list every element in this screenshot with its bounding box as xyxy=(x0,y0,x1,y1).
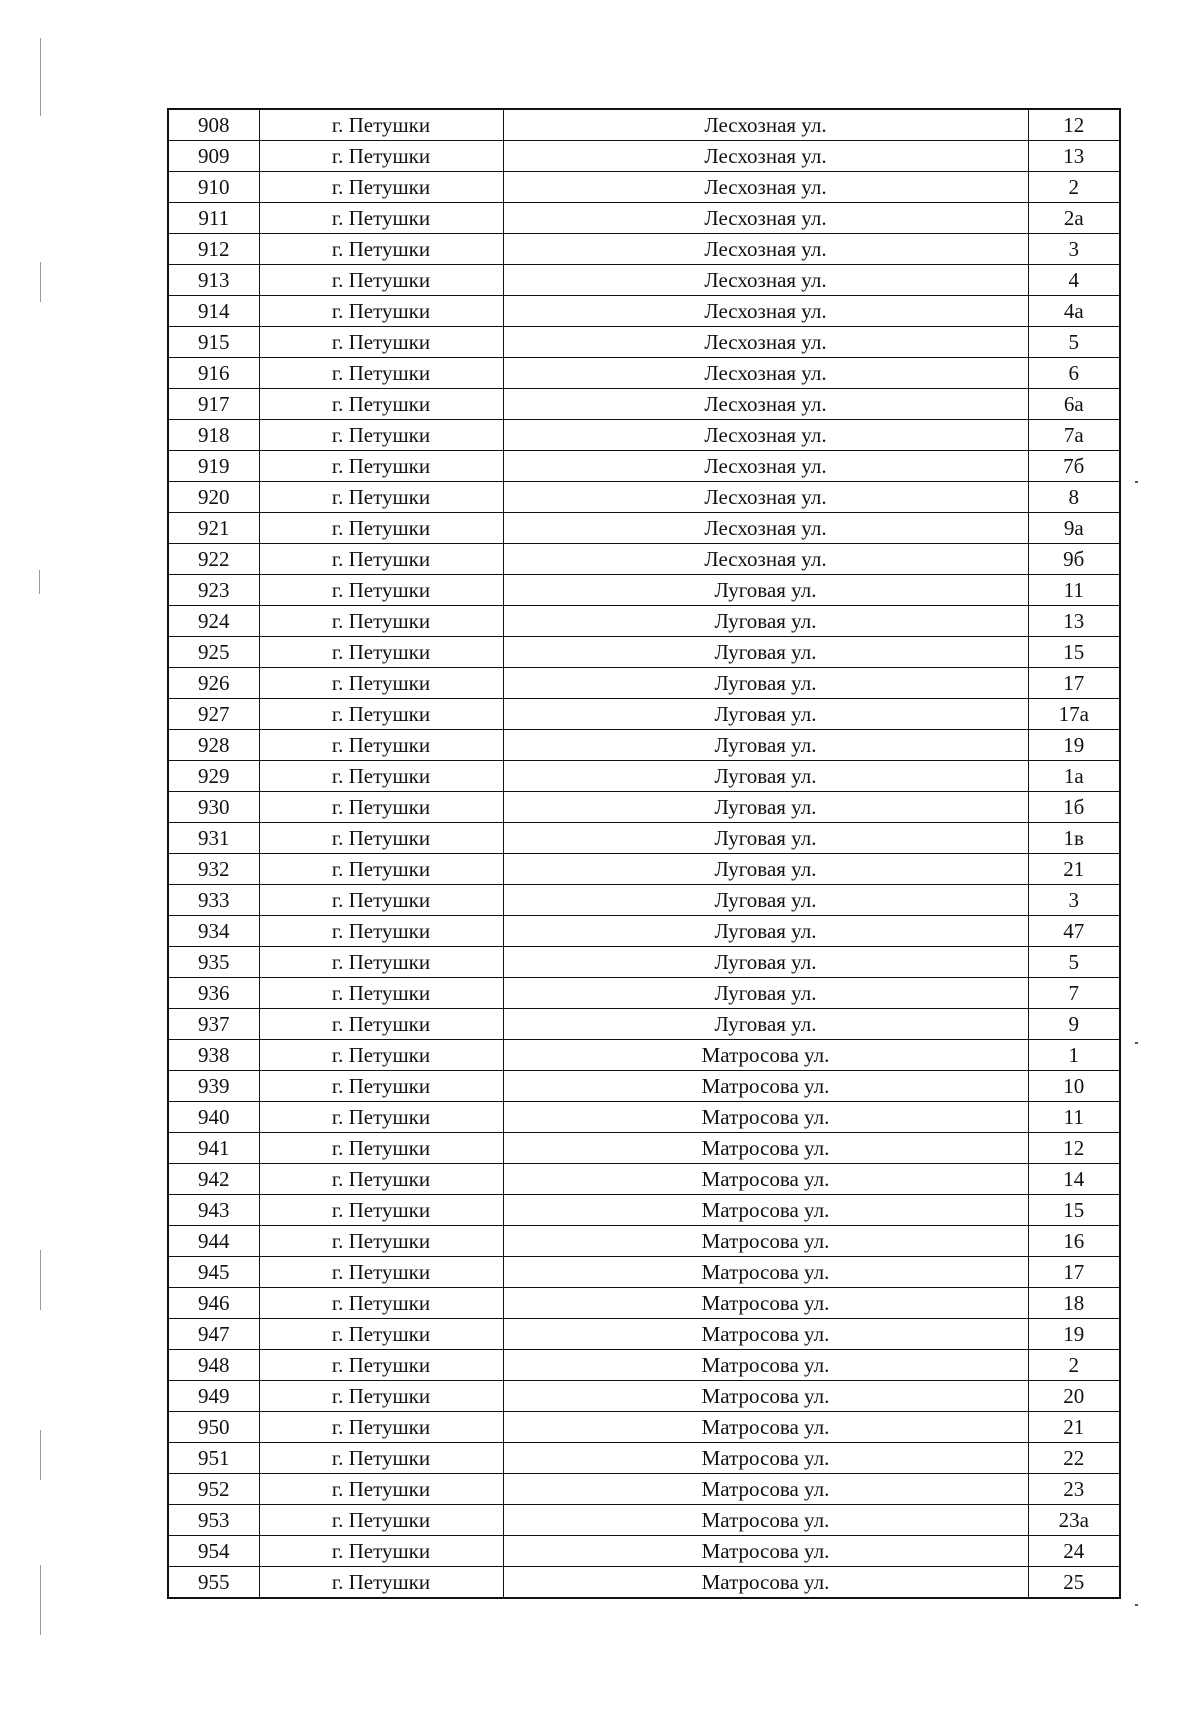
table-row xyxy=(168,575,1120,606)
street-cell: Лесхозная ул. xyxy=(503,389,1028,420)
address-registry-table xyxy=(167,108,1121,1599)
table-row xyxy=(168,327,1120,358)
row-number-cell: 940 xyxy=(168,1102,259,1133)
house-number-cell: 2 xyxy=(1028,1350,1120,1381)
row-number-cell: 937 xyxy=(168,1009,259,1040)
table-row xyxy=(168,172,1120,203)
house-number-cell: 19 xyxy=(1028,1319,1120,1350)
city-cell: г. Петушки xyxy=(259,327,503,358)
row-number-cell: 926 xyxy=(168,668,259,699)
row-number-cell: 950 xyxy=(168,1412,259,1443)
table-row xyxy=(168,1009,1120,1040)
house-number-cell: 15 xyxy=(1028,637,1120,668)
city-cell: г. Петушки xyxy=(259,1040,503,1071)
row-number-cell: 909 xyxy=(168,141,259,172)
house-number-cell: 4 xyxy=(1028,265,1120,296)
row-number-cell: 929 xyxy=(168,761,259,792)
house-number-cell: 19 xyxy=(1028,730,1120,761)
street-cell: Луговая ул. xyxy=(503,916,1028,947)
table-row xyxy=(168,420,1120,451)
street-cell: Луговая ул. xyxy=(503,606,1028,637)
house-number-cell: 8 xyxy=(1028,482,1120,513)
table-row xyxy=(168,668,1120,699)
row-number-cell: 951 xyxy=(168,1443,259,1474)
house-number-cell: 4а xyxy=(1028,296,1120,327)
city-cell: г. Петушки xyxy=(259,947,503,978)
city-cell: г. Петушки xyxy=(259,854,503,885)
row-number-cell: 914 xyxy=(168,296,259,327)
house-number-cell: 25 xyxy=(1028,1567,1120,1599)
row-number-cell: 913 xyxy=(168,265,259,296)
house-number-cell: 9б xyxy=(1028,544,1120,575)
row-number-cell: 941 xyxy=(168,1133,259,1164)
scan-dot xyxy=(1135,481,1138,483)
table-row xyxy=(168,109,1120,141)
street-cell: Матросова ул. xyxy=(503,1226,1028,1257)
street-cell: Луговая ул. xyxy=(503,947,1028,978)
house-number-cell: 3 xyxy=(1028,234,1120,265)
city-cell: г. Петушки xyxy=(259,575,503,606)
house-number-cell: 1а xyxy=(1028,761,1120,792)
house-number-cell: 17 xyxy=(1028,1257,1120,1288)
table-row xyxy=(168,1350,1120,1381)
row-number-cell: 928 xyxy=(168,730,259,761)
street-cell: Луговая ул. xyxy=(503,575,1028,606)
city-cell: г. Петушки xyxy=(259,203,503,234)
street-cell: Матросова ул. xyxy=(503,1071,1028,1102)
table-row xyxy=(168,761,1120,792)
street-cell: Лесхозная ул. xyxy=(503,109,1028,141)
table-row xyxy=(168,637,1120,668)
city-cell: г. Петушки xyxy=(259,1195,503,1226)
row-number-cell: 919 xyxy=(168,451,259,482)
table-row xyxy=(168,1195,1120,1226)
table-row xyxy=(168,1102,1120,1133)
row-number-cell: 944 xyxy=(168,1226,259,1257)
table-row xyxy=(168,1071,1120,1102)
house-number-cell: 21 xyxy=(1028,854,1120,885)
house-number-cell: 9 xyxy=(1028,1009,1120,1040)
city-cell: г. Петушки xyxy=(259,420,503,451)
table-row xyxy=(168,1381,1120,1412)
row-number-cell: 955 xyxy=(168,1567,259,1599)
city-cell: г. Петушки xyxy=(259,296,503,327)
table-row xyxy=(168,606,1120,637)
house-number-cell: 12 xyxy=(1028,1133,1120,1164)
table-row xyxy=(168,1288,1120,1319)
house-number-cell: 3 xyxy=(1028,885,1120,916)
house-number-cell: 18 xyxy=(1028,1288,1120,1319)
street-cell: Луговая ул. xyxy=(503,978,1028,1009)
table-row xyxy=(168,1412,1120,1443)
table-row xyxy=(168,1536,1120,1567)
house-number-cell: 20 xyxy=(1028,1381,1120,1412)
city-cell: г. Петушки xyxy=(259,513,503,544)
table-row xyxy=(168,451,1120,482)
street-cell: Луговая ул. xyxy=(503,637,1028,668)
scan-margin-mark xyxy=(39,570,40,594)
table-row xyxy=(168,1474,1120,1505)
row-number-cell: 924 xyxy=(168,606,259,637)
street-cell: Лесхозная ул. xyxy=(503,420,1028,451)
scan-dot xyxy=(1135,1604,1138,1606)
house-number-cell: 13 xyxy=(1028,606,1120,637)
house-number-cell: 23а xyxy=(1028,1505,1120,1536)
street-cell: Лесхозная ул. xyxy=(503,327,1028,358)
city-cell: г. Петушки xyxy=(259,668,503,699)
city-cell: г. Петушки xyxy=(259,1319,503,1350)
street-cell: Лесхозная ул. xyxy=(503,482,1028,513)
street-cell: Лесхозная ул. xyxy=(503,451,1028,482)
table-row xyxy=(168,141,1120,172)
city-cell: г. Петушки xyxy=(259,451,503,482)
city-cell: г. Петушки xyxy=(259,1257,503,1288)
row-number-cell: 921 xyxy=(168,513,259,544)
street-cell: Луговая ул. xyxy=(503,699,1028,730)
row-number-cell: 922 xyxy=(168,544,259,575)
row-number-cell: 925 xyxy=(168,637,259,668)
row-number-cell: 908 xyxy=(168,109,259,141)
city-cell: г. Петушки xyxy=(259,1381,503,1412)
table-row xyxy=(168,1319,1120,1350)
house-number-cell: 23 xyxy=(1028,1474,1120,1505)
row-number-cell: 910 xyxy=(168,172,259,203)
street-cell: Матросова ул. xyxy=(503,1536,1028,1567)
street-cell: Матросова ул. xyxy=(503,1102,1028,1133)
city-cell: г. Петушки xyxy=(259,699,503,730)
street-cell: Матросова ул. xyxy=(503,1164,1028,1195)
street-cell: Матросова ул. xyxy=(503,1381,1028,1412)
row-number-cell: 949 xyxy=(168,1381,259,1412)
city-cell: г. Петушки xyxy=(259,1412,503,1443)
table-row xyxy=(168,1133,1120,1164)
row-number-cell: 938 xyxy=(168,1040,259,1071)
street-cell: Лесхозная ул. xyxy=(503,265,1028,296)
house-number-cell: 5 xyxy=(1028,947,1120,978)
city-cell: г. Петушки xyxy=(259,544,503,575)
registry-table-body xyxy=(168,109,1120,1598)
street-cell: Матросова ул. xyxy=(503,1319,1028,1350)
city-cell: г. Петушки xyxy=(259,1443,503,1474)
scan-margin-mark xyxy=(40,1430,41,1480)
table-row xyxy=(168,1040,1120,1071)
scan-dot xyxy=(1135,1042,1138,1044)
city-cell: г. Петушки xyxy=(259,109,503,141)
house-number-cell: 2а xyxy=(1028,203,1120,234)
row-number-cell: 932 xyxy=(168,854,259,885)
table-row xyxy=(168,699,1120,730)
row-number-cell: 946 xyxy=(168,1288,259,1319)
house-number-cell: 2 xyxy=(1028,172,1120,203)
row-number-cell: 953 xyxy=(168,1505,259,1536)
row-number-cell: 911 xyxy=(168,203,259,234)
house-number-cell: 6а xyxy=(1028,389,1120,420)
house-number-cell: 6 xyxy=(1028,358,1120,389)
house-number-cell: 15 xyxy=(1028,1195,1120,1226)
city-cell: г. Петушки xyxy=(259,978,503,1009)
street-cell: Луговая ул. xyxy=(503,1009,1028,1040)
row-number-cell: 947 xyxy=(168,1319,259,1350)
house-number-cell: 21 xyxy=(1028,1412,1120,1443)
street-cell: Луговая ул. xyxy=(503,761,1028,792)
row-number-cell: 917 xyxy=(168,389,259,420)
table-row xyxy=(168,1443,1120,1474)
row-number-cell: 916 xyxy=(168,358,259,389)
house-number-cell: 11 xyxy=(1028,575,1120,606)
table-row xyxy=(168,203,1120,234)
city-cell: г. Петушки xyxy=(259,234,503,265)
street-cell: Матросова ул. xyxy=(503,1505,1028,1536)
house-number-cell: 14 xyxy=(1028,1164,1120,1195)
row-number-cell: 920 xyxy=(168,482,259,513)
house-number-cell: 17а xyxy=(1028,699,1120,730)
city-cell: г. Петушки xyxy=(259,792,503,823)
house-number-cell: 12 xyxy=(1028,109,1120,141)
street-cell: Лесхозная ул. xyxy=(503,544,1028,575)
row-number-cell: 942 xyxy=(168,1164,259,1195)
house-number-cell: 1б xyxy=(1028,792,1120,823)
city-cell: г. Петушки xyxy=(259,1288,503,1319)
street-cell: Луговая ул. xyxy=(503,854,1028,885)
row-number-cell: 939 xyxy=(168,1071,259,1102)
row-number-cell: 927 xyxy=(168,699,259,730)
street-cell: Матросова ул. xyxy=(503,1474,1028,1505)
city-cell: г. Петушки xyxy=(259,916,503,947)
table-row xyxy=(168,482,1120,513)
house-number-cell: 17 xyxy=(1028,668,1120,699)
row-number-cell: 923 xyxy=(168,575,259,606)
street-cell: Матросова ул. xyxy=(503,1412,1028,1443)
city-cell: г. Петушки xyxy=(259,1009,503,1040)
street-cell: Луговая ул. xyxy=(503,885,1028,916)
city-cell: г. Петушки xyxy=(259,482,503,513)
scan-margin-mark xyxy=(40,1250,41,1310)
house-number-cell: 5 xyxy=(1028,327,1120,358)
table-row xyxy=(168,792,1120,823)
street-cell: Лесхозная ул. xyxy=(503,141,1028,172)
city-cell: г. Петушки xyxy=(259,1350,503,1381)
row-number-cell: 918 xyxy=(168,420,259,451)
row-number-cell: 954 xyxy=(168,1536,259,1567)
street-cell: Лесхозная ул. xyxy=(503,234,1028,265)
house-number-cell: 1в xyxy=(1028,823,1120,854)
street-cell: Лесхозная ул. xyxy=(503,172,1028,203)
street-cell: Луговая ул. xyxy=(503,823,1028,854)
city-cell: г. Петушки xyxy=(259,761,503,792)
row-number-cell: 952 xyxy=(168,1474,259,1505)
street-cell: Лесхозная ул. xyxy=(503,513,1028,544)
street-cell: Лесхозная ул. xyxy=(503,203,1028,234)
street-cell: Луговая ул. xyxy=(503,668,1028,699)
scan-margin-mark xyxy=(40,38,41,116)
table-row xyxy=(168,1505,1120,1536)
table-row xyxy=(168,885,1120,916)
row-number-cell: 943 xyxy=(168,1195,259,1226)
house-number-cell: 11 xyxy=(1028,1102,1120,1133)
table-row xyxy=(168,1567,1120,1599)
street-cell: Луговая ул. xyxy=(503,730,1028,761)
table-row xyxy=(168,544,1120,575)
city-cell: г. Петушки xyxy=(259,885,503,916)
city-cell: г. Петушки xyxy=(259,358,503,389)
street-cell: Лесхозная ул. xyxy=(503,296,1028,327)
city-cell: г. Петушки xyxy=(259,730,503,761)
city-cell: г. Петушки xyxy=(259,389,503,420)
house-number-cell: 7 xyxy=(1028,978,1120,1009)
city-cell: г. Петушки xyxy=(259,1164,503,1195)
table-row xyxy=(168,513,1120,544)
table-row xyxy=(168,730,1120,761)
city-cell: г. Петушки xyxy=(259,172,503,203)
city-cell: г. Петушки xyxy=(259,265,503,296)
street-cell: Матросова ул. xyxy=(503,1567,1028,1599)
row-number-cell: 945 xyxy=(168,1257,259,1288)
house-number-cell: 47 xyxy=(1028,916,1120,947)
street-cell: Матросова ул. xyxy=(503,1195,1028,1226)
street-cell: Матросова ул. xyxy=(503,1288,1028,1319)
street-cell: Матросова ул. xyxy=(503,1257,1028,1288)
city-cell: г. Петушки xyxy=(259,141,503,172)
table-row xyxy=(168,234,1120,265)
table-row xyxy=(168,296,1120,327)
street-cell: Матросова ул. xyxy=(503,1443,1028,1474)
street-cell: Матросова ул. xyxy=(503,1350,1028,1381)
table-row xyxy=(168,823,1120,854)
house-number-cell: 7а xyxy=(1028,420,1120,451)
row-number-cell: 934 xyxy=(168,916,259,947)
city-cell: г. Петушки xyxy=(259,823,503,854)
table-row xyxy=(168,947,1120,978)
row-number-cell: 936 xyxy=(168,978,259,1009)
scan-margin-mark xyxy=(40,262,41,302)
table-row xyxy=(168,1257,1120,1288)
city-cell: г. Петушки xyxy=(259,637,503,668)
row-number-cell: 930 xyxy=(168,792,259,823)
street-cell: Луговая ул. xyxy=(503,792,1028,823)
table-row xyxy=(168,1226,1120,1257)
house-number-cell: 24 xyxy=(1028,1536,1120,1567)
house-number-cell: 13 xyxy=(1028,141,1120,172)
table-row xyxy=(168,978,1120,1009)
city-cell: г. Петушки xyxy=(259,606,503,637)
row-number-cell: 931 xyxy=(168,823,259,854)
street-cell: Лесхозная ул. xyxy=(503,358,1028,389)
row-number-cell: 915 xyxy=(168,327,259,358)
table-row xyxy=(168,1164,1120,1195)
house-number-cell: 9а xyxy=(1028,513,1120,544)
city-cell: г. Петушки xyxy=(259,1226,503,1257)
city-cell: г. Петушки xyxy=(259,1536,503,1567)
city-cell: г. Петушки xyxy=(259,1474,503,1505)
city-cell: г. Петушки xyxy=(259,1102,503,1133)
city-cell: г. Петушки xyxy=(259,1567,503,1599)
street-cell: Матросова ул. xyxy=(503,1040,1028,1071)
house-number-cell: 10 xyxy=(1028,1071,1120,1102)
house-number-cell: 16 xyxy=(1028,1226,1120,1257)
house-number-cell: 1 xyxy=(1028,1040,1120,1071)
scan-margin-mark xyxy=(40,1565,41,1635)
table-row xyxy=(168,358,1120,389)
table-row xyxy=(168,854,1120,885)
row-number-cell: 912 xyxy=(168,234,259,265)
row-number-cell: 935 xyxy=(168,947,259,978)
house-number-cell: 22 xyxy=(1028,1443,1120,1474)
row-number-cell: 933 xyxy=(168,885,259,916)
house-number-cell: 7б xyxy=(1028,451,1120,482)
city-cell: г. Петушки xyxy=(259,1133,503,1164)
street-cell: Матросова ул. xyxy=(503,1133,1028,1164)
table-row xyxy=(168,265,1120,296)
city-cell: г. Петушки xyxy=(259,1071,503,1102)
table-row xyxy=(168,389,1120,420)
city-cell: г. Петушки xyxy=(259,1505,503,1536)
table-row xyxy=(168,916,1120,947)
row-number-cell: 948 xyxy=(168,1350,259,1381)
